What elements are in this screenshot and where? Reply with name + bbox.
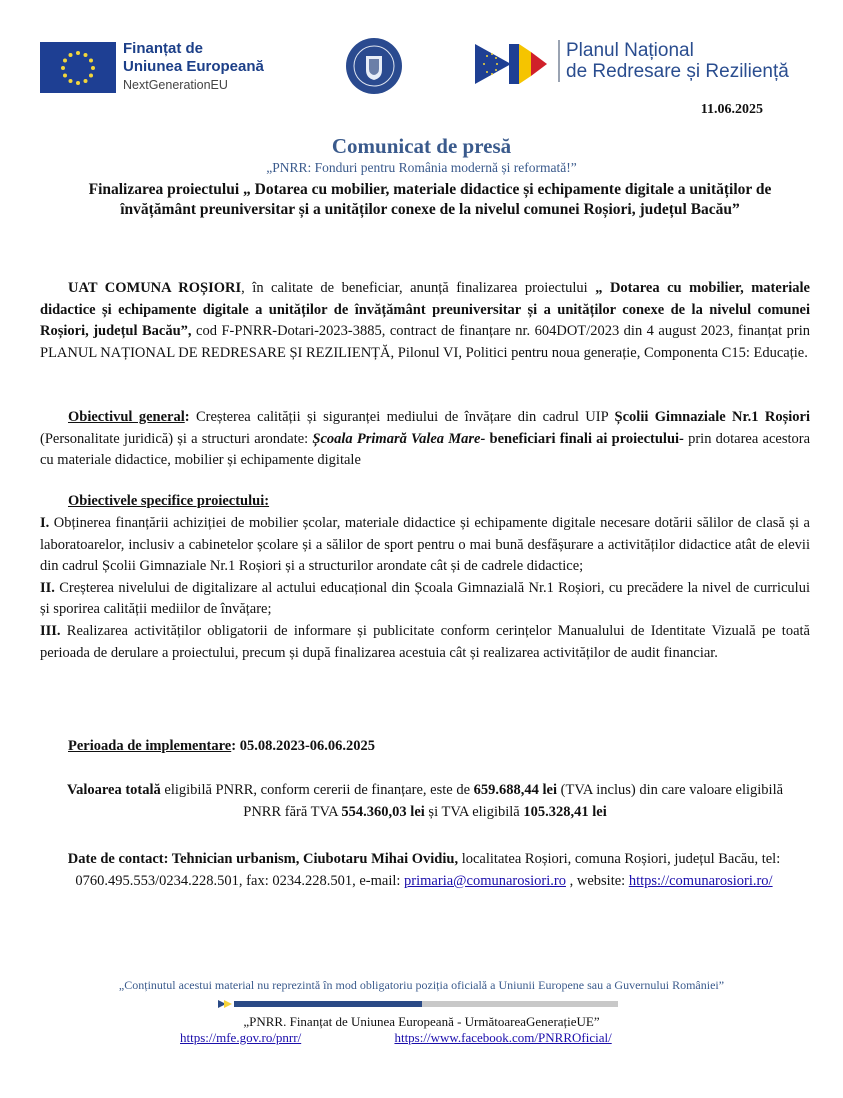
- objective-item: [40, 578, 810, 621]
- eu-logo-line2: Uniunea Europeană: [123, 58, 264, 75]
- pnrr-logo-line2: de Redresare și Reziliență: [566, 61, 789, 82]
- footer-bar-light: [422, 1001, 618, 1007]
- romanian-government-seal-icon: [344, 36, 404, 96]
- objective-number: III.: [40, 622, 61, 639]
- structure-name: Școala Primară Valea Mare-: [312, 430, 486, 447]
- objective-number: II.: [40, 579, 55, 596]
- email-link[interactable]: primaria@comunarosiori.ro: [404, 872, 566, 889]
- value-without-vat: 554.360,03 lei: [341, 803, 425, 820]
- eu-funding-logo-text: [123, 40, 264, 94]
- value-text-1: eligibilă PNRR, conform cererii de finanțare, este de: [160, 782, 474, 798]
- general-objective-paragraph: [40, 407, 810, 472]
- eu-logo-line1: Finanțat de: [123, 40, 204, 57]
- general-objective-label: Obiectivul general: [68, 409, 185, 425]
- headline: Finalizarea proiectului „ Dotarea cu mobilier, materiale didactice și echipamente digitale a unităților de învățământ preuniversitar și a unităților conexe de la nivelul comunei Roșiori, județul Bacău”: [88, 181, 772, 218]
- website-link[interactable]: https://comunarosiori.ro/: [628, 872, 773, 889]
- colon: :: [184, 409, 190, 425]
- objective-text: Creșterea nivelului de digitalizare al actului educațional din Școala Gimnazială Nr.1 Roșiori, cu precădere la nivel de curricului și sporirea calității mediilor de învățare;: [40, 579, 810, 618]
- disclaimer: „Conținutul acestui material nu reprezintă în mod obligatoriu poziția oficială a Uniunii Europene sau a Guvernului României”: [118, 978, 725, 992]
- objective-text: Obținerea finanțării achiziției de mobilier școlar, materiale didactice și echipamente digitale necesare dotării sălilor de clasă și a laboratoarelor, inclusiv a cabinetelor școlare și a sălilor de sport pentru o mai bună desfășurare a activităților didactice atât de elevii din cadrul Școlii Gimnaziale Nr.1 Roșiori și a structurilor arondate cât și de cadrele didactice;: [40, 515, 810, 575]
- value-text-3: și TVA eligibilă: [424, 803, 524, 820]
- objective-item: [40, 621, 810, 664]
- beneficiary-name: UAT COMUNA ROȘIORI: [68, 280, 242, 296]
- project-name: „ Dotarea cu mobilier, materiale didactice și echipamente digitale a unităților de învățământ preuniversitar și a unităților conexe de la nivelul comunei Roșiori, județul Bacău”,: [40, 280, 810, 340]
- intro-paragraph: [40, 278, 810, 364]
- intro-text-2: cod F-PNRR-Dotari-2023-3885, contract de finanțare nr. 604DOT/2023 din 4 august 2023, finanțat prin PLANUL NAȚIONAL DE REDRESARE ȘI REZILIENȚĂ, Pilonul VI, Politici pentru noua generație, Componenta C15: Educație.: [40, 323, 810, 361]
- school-name: Școlii Gimnaziale Nr.1 Roșiori: [614, 409, 811, 425]
- implementation-value: : 05.08.2023-06.06.2025: [231, 738, 376, 754]
- footer-links: [180, 1030, 702, 1046]
- beneficiaries-text: beneficiari finali ai proiectului-: [485, 430, 684, 447]
- page-title: Comunicat de presă: [331, 134, 512, 158]
- eu-flag-icon: [40, 42, 116, 93]
- objective-text: Realizarea activităților obligatorii de informare și publicitate conform cerințelor Manualului de Identitate Vizuală pe toată perioada de derulare a proiectului, precum și după finalizarea acestuia cât și realizarea activităților de audit financiar.: [40, 622, 810, 661]
- objective-number: I.: [40, 515, 50, 531]
- general-objective-text-1: Creșterea calității și siguranței mediului de învățare din cadrul UIP: [189, 409, 615, 425]
- contact-text-2: , website:: [565, 872, 629, 889]
- pnrr-logo-line1: Planul Național: [566, 40, 694, 61]
- total-value: 659.688,44 lei: [473, 782, 558, 798]
- contact-text-1: localitatea Roșiori, comuna Roșiori, județul Bacău, tel: 0760.495.553/0234.228.501, fax: 0234.228.501, e-mail:: [75, 851, 781, 889]
- objective-item: [40, 513, 810, 578]
- general-objective-text-3: prin dotarea acestora cu materiale didactice, mobilier și echipamente digitale: [40, 430, 811, 469]
- eu-logo-line3: NextGenerationEU: [123, 78, 228, 92]
- contact-label: Date de contact: Tehnician urbanism, Ciubotaru Mihai Ovidiu,: [67, 851, 459, 867]
- specific-objectives-list: [40, 513, 810, 664]
- contact-paragraph: [38, 849, 810, 892]
- vat-value: 105.328,41 lei: [523, 803, 607, 820]
- implementation-label: Perioada de implementare: [68, 738, 232, 754]
- footer-divider-bar: [218, 1000, 618, 1008]
- value-text-2: (TVA inclus) din care valoare eligibilă PNRR fără TVA: [243, 782, 784, 820]
- facebook-pnrr-link[interactable]: https://www.facebook.com/PNRROficial/: [394, 1030, 612, 1045]
- intro-text-1: , în calitate de beneficiar, anunță finalizarea proiectului: [241, 280, 596, 296]
- specific-objectives-heading: [40, 491, 810, 513]
- general-objective-text-2: (Personalitate juridică) și a structuri arondate:: [40, 430, 313, 447]
- mfe-pnrr-link[interactable]: https://mfe.gov.ro/pnrr/: [180, 1030, 302, 1045]
- footer-slogan: „PNRR. Finanțat de Uniunea Europeană - UrmătoareaGenerațieUE”: [243, 1014, 600, 1029]
- specific-objectives-label: Obiectivele specifice proiectului:: [68, 493, 270, 509]
- press-release-date: 11.06.2025: [700, 102, 763, 117]
- pnrr-logo-text: [558, 40, 789, 82]
- project-value-paragraph: [60, 780, 790, 823]
- pnrr-arrows-icon: [475, 40, 553, 88]
- value-label: Valoarea totală: [66, 782, 161, 798]
- subtitle: „PNRR: Fonduri pentru România modernă și reformată!”: [266, 160, 577, 175]
- implementation-period: [40, 736, 810, 758]
- footer-bar-dark: [234, 1001, 422, 1007]
